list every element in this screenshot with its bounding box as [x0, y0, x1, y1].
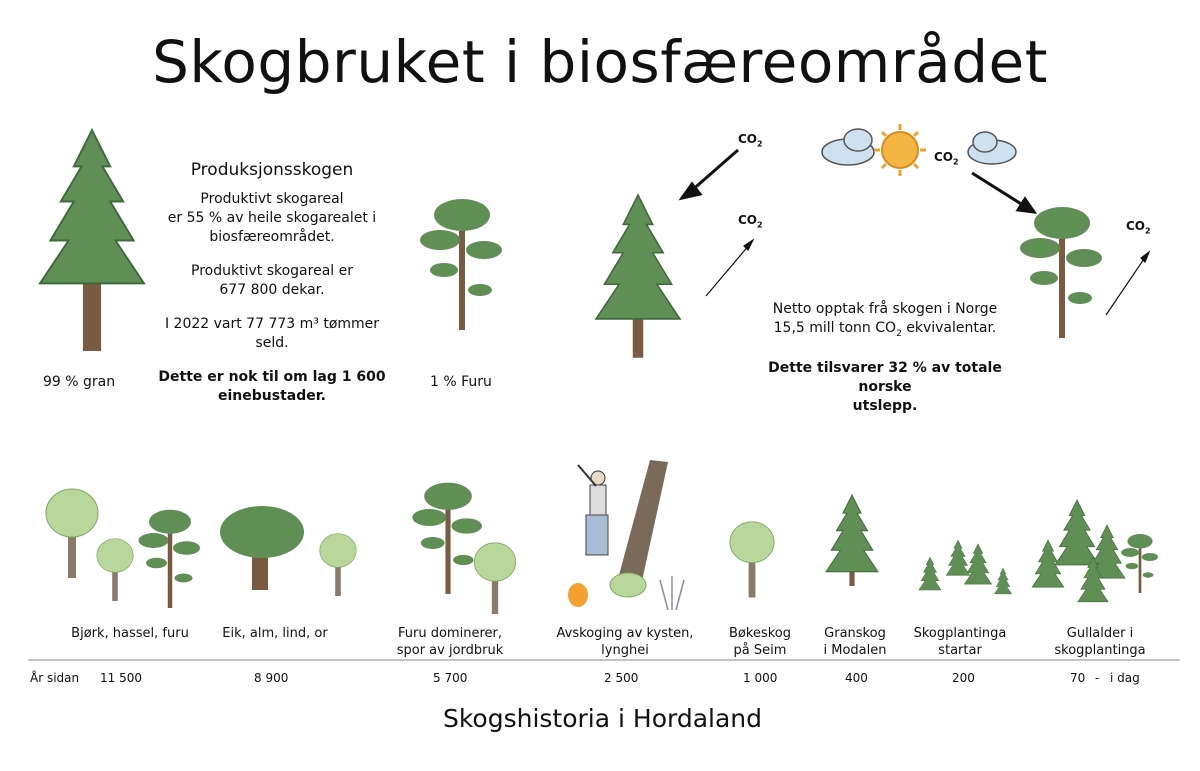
history-caption-5: Bøkeskog på Seim [729, 626, 791, 658]
co2-label-3: $CO_2$ [934, 150, 959, 167]
production-line-5: 677 800 dekar. [219, 282, 325, 298]
production-line-3: biosfæreområdet. [209, 229, 335, 245]
production-line-4: Produktivt skogareal er [191, 263, 353, 279]
pine-tree-illustration [420, 199, 502, 330]
timeline-year-2: 8 900 [254, 671, 289, 685]
planting-start-illustration [919, 540, 1012, 594]
timeline-end-label: i dag [1110, 671, 1140, 685]
deforestation-lumberjack-illustration [568, 460, 684, 610]
co2-label-2: $CO_2$ [738, 213, 763, 230]
pine-tree-co2-illustration [1020, 207, 1102, 338]
production-bold-2: einebustader. [218, 388, 326, 404]
timeline-year-4: 2 500 [604, 671, 639, 685]
timeline-dash: - [1095, 671, 1100, 685]
co2-bold-1: Dette tilsvarer 32 % av totale norske [768, 359, 1002, 395]
oak-elm-lime-alder-illustration [220, 506, 356, 596]
history-caption-3: Furu dominerer, spor av jordbruk [396, 626, 504, 658]
history-caption-6: Granskog i Modalen [823, 626, 887, 658]
co2-arrow-up-right-2 [1106, 252, 1149, 315]
cloud-left-icon [822, 129, 874, 165]
co2-arrow-up-right-1 [706, 240, 753, 296]
timeline-year-5: 1 000 [743, 671, 778, 685]
timeline-year-6: 400 [845, 671, 868, 685]
birch-hazel-pine-illustration [46, 489, 200, 608]
production-bold-1: Dette er nok til om lag 1 600 [158, 369, 386, 385]
co2-label-4: $CO_2$ [1126, 219, 1151, 236]
production-line-6: I 2022 vart 77 773 m³ tømmer seld. [164, 316, 380, 351]
history-caption-7: Skogplantinga startar [913, 626, 1007, 658]
history-caption-2: Eik, alm, lind, or [222, 626, 328, 641]
timeline-year-1: 11 500 [100, 671, 142, 685]
co2-arrow-down-right [972, 173, 1034, 212]
bottom-title: Skogshistoria i Hordaland [442, 704, 763, 733]
pine-farming-illustration [412, 483, 516, 614]
timeline-year-3: 5 700 [433, 671, 468, 685]
history-caption-1: Bjørk, hassel, furu [71, 626, 189, 641]
co2-label-1: $CO_2$ [738, 132, 763, 149]
production-section [152, 160, 392, 406]
production-heading: Produksjonsskogen [190, 160, 354, 180]
page-title: Skogbruket i biosfæreområdet [152, 28, 1048, 96]
timeline-year-8: 70 [1070, 671, 1086, 685]
sun-icon [874, 124, 926, 176]
spruce-tree-large-illustration [40, 130, 144, 351]
co2-net-line-1: Netto opptak frå skogen i Norge [772, 301, 998, 317]
production-line-1: Produktivt skogareal [200, 191, 344, 207]
furu-percentage-label: 1 % Furu [430, 374, 492, 390]
history-caption-8: Gullalder i skogplantinga [1054, 626, 1146, 658]
co2-uptake-section [750, 300, 1020, 416]
spruce-forest-illustration [826, 495, 878, 586]
history-caption-4: Avskoging av kysten, lynghei [556, 626, 694, 658]
beech-forest-illustration [730, 522, 774, 598]
planting-golden-age-illustration [1032, 500, 1158, 602]
co2-net-line-2: 15,5 mill tonn $CO_2$ ekvivalentar. [773, 320, 997, 339]
co2-bold-2: utslepp. [852, 397, 918, 414]
production-line-2: er 55 % av heile skogarealet i [167, 210, 377, 226]
spruce-tree-co2-illustration [596, 195, 680, 358]
cloud-right-icon [968, 132, 1016, 164]
co2-arrow-down-left [682, 150, 738, 198]
timeline-year-7: 200 [952, 671, 975, 685]
gran-percentage-label: 99 % gran [43, 374, 116, 390]
timeline-start-label: År sidan [30, 671, 80, 685]
